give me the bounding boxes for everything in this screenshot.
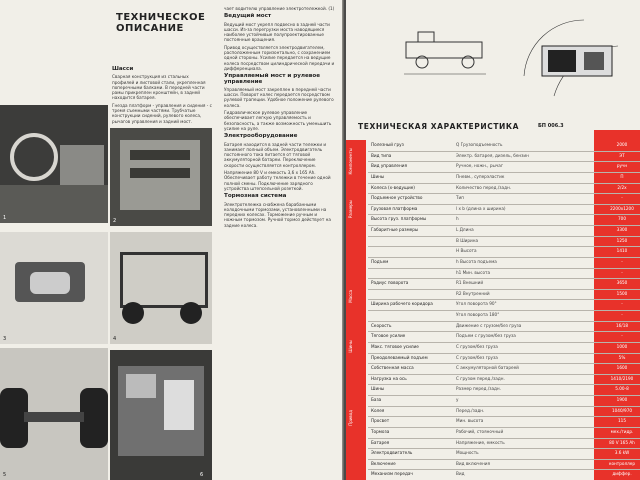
table-row <box>368 469 640 480</box>
table-cell-val: 2/2x <box>617 184 627 190</box>
table-code: БП 006.3 <box>538 123 564 129</box>
table-cell-label: База <box>371 397 382 402</box>
section-label: Размеры <box>348 200 353 219</box>
section-heading: Электрооборудование <box>224 133 298 140</box>
table-cell-label: Механизм передач <box>371 471 413 477</box>
table-cell-label: Тормоза <box>371 428 390 434</box>
section-heading: Ведущий мост <box>224 13 272 20</box>
table-cell-val: ручн <box>616 163 628 169</box>
photo-number: 5 <box>3 472 7 478</box>
table-cell-sub: l x b (длина x ширина) <box>456 205 506 211</box>
section-label: Компоненты <box>348 148 353 175</box>
table-cell-label: Колея <box>371 407 385 413</box>
table-cell-sub: Ручное, ножн., рычаг <box>456 163 504 169</box>
table-cell-sub: R1 Внешний <box>456 280 484 286</box>
table-cell-val: 115 <box>618 418 626 424</box>
table-cell-label: Тяговое усилие <box>371 333 406 339</box>
photo-number: 1 <box>3 215 7 221</box>
table-cell-val: ЭТ <box>619 152 625 158</box>
table-cell-val: 3650 <box>616 280 628 286</box>
table-cell-sub: Вид <box>456 471 465 477</box>
table-cell-sub: Угол поворота 180° <box>456 312 500 317</box>
table-cell-label: Ширина рабочего коридора <box>371 301 433 307</box>
paragraph: чает водителю управление электротележкой. (1) <box>224 6 335 11</box>
title-line: ТЕХНИЧЕСКОЕ <box>116 12 206 23</box>
table-cell-sub: Размер перед./задн. <box>456 386 501 392</box>
table-cell-sub: Мощность <box>456 450 479 456</box>
table-cell-sub: Движение с грузом/без груза <box>456 322 522 328</box>
table-cell-val: 3300 <box>616 227 628 232</box>
table-cell-label: Шины <box>371 386 385 392</box>
table-cell-val: П <box>620 173 624 179</box>
table-cell-val: 1900 <box>616 397 628 402</box>
table-cell-label: Подъем <box>371 258 389 264</box>
table-cell-label: Вид управления <box>371 163 407 169</box>
table-cell-val: 1250 <box>616 237 628 243</box>
table-cell-val: 700 <box>618 216 626 222</box>
title-line: ОПИСАНИЕ <box>116 23 184 34</box>
table-cell-val: - <box>621 195 623 201</box>
table-cell-sub: h1 Мин. высота <box>456 269 491 275</box>
section-label: Масса <box>348 290 353 303</box>
table-cell-val: диффер. <box>612 471 632 477</box>
section-label: Шины <box>348 340 353 353</box>
text-column-1 <box>112 64 212 126</box>
table-cell-sub: Электр. батарея, дизель, бензин <box>456 152 529 158</box>
text-column-2 <box>224 6 336 230</box>
table-cell-label: Макс. тяговое усилие <box>371 343 419 349</box>
table-cell-sub: Подъем с грузом/без груза <box>456 333 516 339</box>
paragraph: Гнезда платформ - управления и сидения - с тремя съемными частями. Трубчатые конструкции сидений, рулевого колеса, рычагов управления и задний мост. <box>112 102 212 124</box>
table-cell-val: - <box>621 312 623 317</box>
vehicle-side-view <box>400 20 490 80</box>
table-cell-sub: B Ширина <box>456 237 479 243</box>
section-bar <box>346 140 366 480</box>
table-cell-label: Габаритные размеры <box>371 227 419 232</box>
photo-number: 6 <box>200 472 204 478</box>
table-cell-sub: Рабочий, стояночный <box>456 428 504 434</box>
table-cell-label: Собственная масса <box>371 365 414 371</box>
paragraph: Батарея находится в задней части тележки и занимает полный объем. Электродвигатель постоянного тока питается от тяговой аккумуляторной батареи. Переключение скорости осуществляется контроллером. <box>224 141 327 168</box>
table-cell-label: Вид типа <box>371 152 392 158</box>
table-cell-label: Электродвигатель <box>371 450 413 456</box>
photo-number: 3 <box>3 336 7 342</box>
table-cell-sub: С грузом/без груза <box>456 343 498 349</box>
table-cell-val: 1410/2190 <box>610 375 634 381</box>
photo-chassis <box>110 232 212 344</box>
table-cell-val: 1410 <box>616 248 628 254</box>
paragraph: Напряжение 80 V и емкость 3,6 x 165 Ah. Обеспечивает работу тележки в течение одной полной смены. Подключение зарядного устройства штепсельной розеткой. <box>224 170 331 191</box>
table-cell-sub: h <box>456 216 459 222</box>
table-cell-label: Шины <box>371 173 385 179</box>
photo-number: 4 <box>113 336 117 342</box>
table-cell-val: 1500 <box>616 290 628 296</box>
section-label: Привод <box>348 410 353 426</box>
page-title <box>116 12 205 34</box>
table-cell-val: 5.00-8 <box>615 386 629 392</box>
table-cell-sub: Вид включения <box>456 460 491 466</box>
photo-steering <box>0 105 108 223</box>
paragraph: Привод осуществляется электродвигателем, расположенным горизонтально, с сохранением одной стороны. Усилие передается на ведущие колеса посредством цилиндрической передачи и дифференциала. <box>224 44 335 71</box>
photo-battery <box>110 128 212 226</box>
spec-table <box>368 140 636 480</box>
table-cell-val: - <box>621 269 623 275</box>
table-cell-sub: Напряжение, емкость <box>456 439 505 445</box>
table-cell-label: Преодолеваемый подъем <box>371 354 428 360</box>
table-cell-val: контроллер <box>608 460 636 466</box>
table-cell-sub: Угол поворота 90° <box>456 301 497 307</box>
table-cell-val: 2200x1200 <box>610 205 634 211</box>
photo-axle <box>0 348 108 480</box>
vehicle-drawings <box>346 0 640 115</box>
table-cell-val: 3.6 kW <box>614 450 630 456</box>
table-cell-sub: С аккумуляторной батареей <box>456 365 519 371</box>
table-cell-val: 2000 <box>616 142 628 147</box>
table-cell-sub: L Длина <box>456 227 474 232</box>
table-cell-label: Включение <box>371 460 396 466</box>
table-cell-label: Подъемное устройство <box>371 195 423 201</box>
table-cell-sub: С грузом/без груза <box>456 354 498 360</box>
table-cell-label: Батарея <box>371 439 390 445</box>
table-cell-val: 16/18 <box>615 322 629 328</box>
table-cell-sub: h Высота подъема <box>456 258 497 264</box>
table-cell-sub: R2 Внутренний <box>456 290 490 296</box>
table-cell-val: - <box>621 333 623 339</box>
table-cell-val: - <box>621 301 623 307</box>
table-cell-label: Нагрузка на ось <box>371 375 407 381</box>
table-cell-label: Просвет <box>371 418 390 424</box>
section-heading: Управляемый мост и рулевое управление <box>224 73 320 85</box>
table-cell-sub: Перед./задн. <box>456 407 485 413</box>
section-heading: Тормозная система <box>224 193 287 200</box>
paragraph: Электротележка снабжена барабанными колодочными тормозами, установленными на передних колесах. Торможение ручным и ножным тормозом. Ручной тормоз действует на задние колеса. <box>224 201 331 228</box>
table-cell-sub: Тип <box>456 195 465 201</box>
table-cell-val: 1600 <box>616 365 628 371</box>
table-cell-label: Радиус поворота <box>371 280 409 286</box>
table-cell-sub: С грузом перед./задн. <box>456 375 505 381</box>
table-cell-val: мех./гидр. <box>610 428 634 434</box>
table-cell-val: 1040/970 <box>611 407 633 413</box>
table-cell-label: Скорость <box>371 322 392 328</box>
photo-motor <box>0 232 108 344</box>
table-cell-val: 5% <box>618 354 626 360</box>
table-cell-label: Грузовая платформа <box>371 205 418 211</box>
paragraph: Гидравлическое рулевое управление обеспечивает легкую управляемость и безопасность, а также возможность уменьшить усилие на руле. <box>224 110 332 131</box>
photo-controller <box>110 350 212 480</box>
table-cell-sub: Количество перед./задн. <box>456 184 512 190</box>
table-cell-sub: Пневм., суперэластик <box>456 173 505 179</box>
table-cell-label: Полезный груз <box>371 142 404 147</box>
paragraph: Управляемый мост закреплен в передней части шасси. Поворот колес передается посредством рулевой трапеции. Удобное положение рулевого колеса. <box>224 86 334 108</box>
table-cell-label: Высота груз. платформы <box>371 216 427 222</box>
table-title: ТЕХНИЧЕСКАЯ ХАРАКТЕРИСТИКА <box>358 122 520 131</box>
table-cell-val: - <box>621 258 623 264</box>
right-page <box>346 0 640 480</box>
table-cell-val: 1000 <box>616 343 628 349</box>
table-cell-label: Колеса (х-ведущие) <box>371 184 415 190</box>
table-cell-sub: Q Грузоподъемность <box>456 142 503 147</box>
paragraph: Ведущий мост укрепл подвесно в задней части шасси. Из-за перегрузки моста наводящиеся наиболее устойчивые полупроектированные постоянные вращения. <box>224 21 330 43</box>
paragraph: Сварная конструкция из стальных профилей и листовой стали, укрепленная поперечными балками. В передней части рамы прикреплен кронштейн, в задней находится батарея. <box>112 74 206 101</box>
table-cell-val: 80 V 165 Ah <box>609 439 635 445</box>
table-cell-sub: y <box>456 397 459 402</box>
photo-number: 2 <box>113 218 117 224</box>
vehicle-top-view <box>514 16 624 106</box>
table-cell-sub: Мин. высота <box>456 418 484 424</box>
table-cell-sub: H Высота <box>456 248 477 254</box>
section-heading: Шасси <box>112 66 134 72</box>
